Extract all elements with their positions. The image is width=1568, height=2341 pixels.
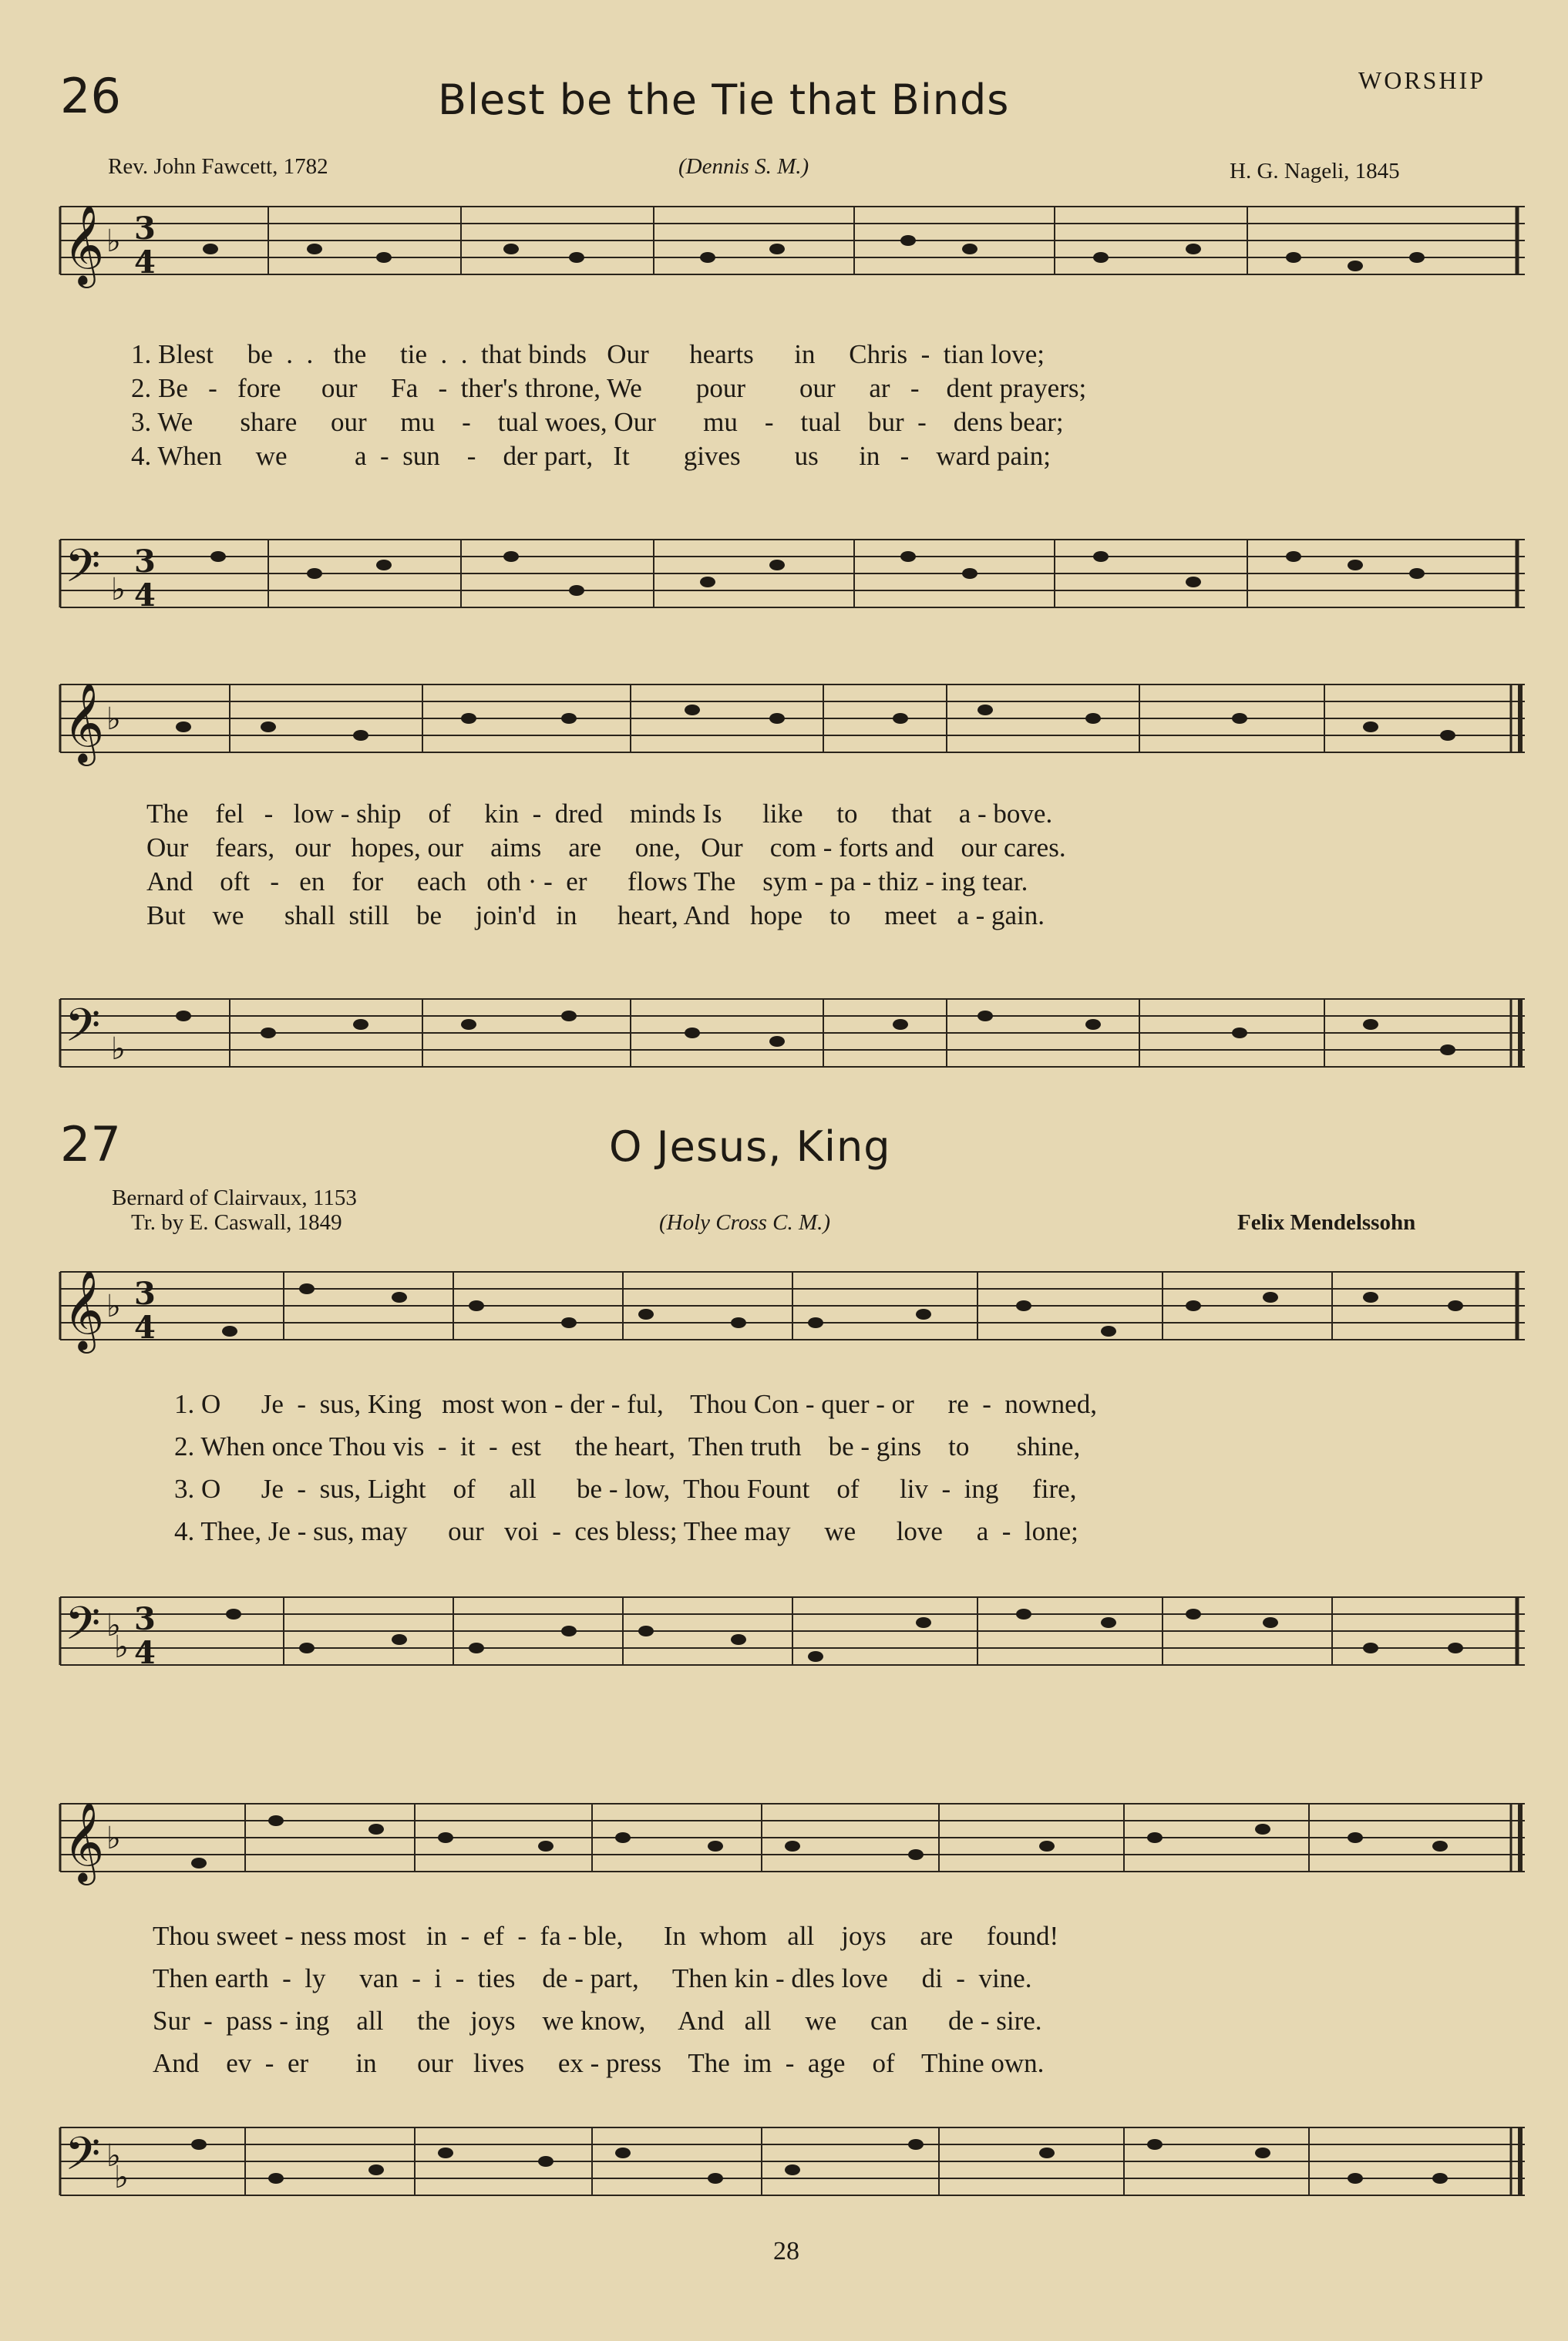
svg-text:𝄢: 𝄢 xyxy=(65,2127,101,2191)
verse-line: 4. Thee, Je - sus, may our voi - ces bless; Thee may we love a - lone; xyxy=(174,1516,1078,1546)
page-number: 28 xyxy=(773,2237,799,2265)
svg-text:4: 4 xyxy=(134,244,156,281)
svg-text:♭: ♭ xyxy=(106,1608,121,1643)
tune-name: (Dennis S. M.) xyxy=(678,154,809,179)
treble-staff xyxy=(60,1272,1525,1364)
verse-line: Sur - pass - ing all the joys we know, And all we can de - sire. xyxy=(153,2006,1042,2036)
svg-text:𝄞: 𝄞 xyxy=(63,682,105,763)
svg-text:𝄢: 𝄢 xyxy=(65,539,101,604)
bass-staff xyxy=(60,540,1525,632)
tune-name: (Holy Cross C. M.) xyxy=(659,1210,831,1235)
svg-text:𝄢: 𝄢 xyxy=(65,1596,101,1661)
hymn-title: Blest be the Tie that Binds xyxy=(438,76,1010,124)
treble-staff xyxy=(60,684,1525,777)
svg-text:♭: ♭ xyxy=(106,224,121,259)
hymn-number: 26 xyxy=(60,68,121,124)
hymn-title: O Jesus, King xyxy=(609,1122,891,1171)
svg-text:𝄢: 𝄢 xyxy=(65,998,101,1063)
svg-text:♭: ♭ xyxy=(106,2138,121,2174)
verse-line: 4. When we a - sun - der part, It gives us in - ward pain; xyxy=(131,441,1052,471)
verse-line: Thou sweet - ness most in - ef - fa - ble, In whom all joys are found! xyxy=(153,1921,1059,1951)
verse-line: 1. Blest be . . the tie . . that binds Our hearts in Chris - tian love; xyxy=(131,339,1045,369)
verse-line: Our fears, our hopes, our aims are one, Our com - forts and our cares. xyxy=(146,832,1066,863)
verse-line: 3. We share our mu - tual woes, Our mu - tual bur - dens bear; xyxy=(131,407,1064,437)
bass-staff xyxy=(60,999,1525,1091)
svg-text:♭: ♭ xyxy=(114,1630,129,1665)
svg-text:♭: ♭ xyxy=(111,1031,126,1067)
verse-line: But we shall still be join'd in heart, And hope to meet a - gain. xyxy=(146,900,1045,930)
verse-line: 3. O Je - sus, Light of all be - low, Thou Fount of liv - ing fire, xyxy=(174,1474,1077,1504)
svg-text:♭: ♭ xyxy=(114,2160,129,2195)
bass-staff xyxy=(60,2127,1525,2220)
svg-text:4: 4 xyxy=(134,1635,156,1671)
svg-text:𝄞: 𝄞 xyxy=(63,1270,105,1350)
svg-text:4: 4 xyxy=(134,1310,156,1346)
svg-text:3: 3 xyxy=(134,210,156,247)
svg-text:4: 4 xyxy=(134,577,156,614)
svg-text:3: 3 xyxy=(134,1276,156,1312)
verse-line: 2. Be - fore our Fa - ther's throne, We pour our ar - dent prayers; xyxy=(131,373,1087,403)
composer-credit: Felix Mendelssohn xyxy=(1237,1210,1416,1235)
svg-text:3: 3 xyxy=(134,543,156,580)
treble-staff xyxy=(60,1801,1525,1896)
svg-text:♭: ♭ xyxy=(106,701,121,737)
author-credit: Rev. John Fawcett, 1782 xyxy=(108,154,328,179)
svg-text:𝄞: 𝄞 xyxy=(63,1801,105,1882)
hymn-number: 27 xyxy=(60,1116,121,1172)
author-credit: Bernard of Clairvaux, 1153 xyxy=(112,1186,357,1210)
svg-text:♭: ♭ xyxy=(106,1821,121,1856)
verse-line: And oft - en for each oth · - er flows The sym - pa - thiz - ing tear. xyxy=(146,866,1028,896)
translator-credit: Tr. by E. Caswall, 1849 xyxy=(131,1210,342,1235)
svg-text:♭: ♭ xyxy=(106,1289,121,1324)
section-label: WORSHIP xyxy=(1358,66,1486,94)
verse-line: Then earth - ly van - i - ties de - part, Then kin - dles love di - vine. xyxy=(153,1963,1032,1993)
bass-staff xyxy=(60,1597,1525,1690)
svg-text:𝄞: 𝄞 xyxy=(63,204,105,285)
verse-line: And ev - er in our lives ex - press The im - age of Thine own. xyxy=(153,2048,1045,2078)
verse-line: 1. O Je - sus, King most won - der - ful, Thou Con - quer - or re - nowned, xyxy=(174,1389,1097,1419)
svg-text:3: 3 xyxy=(134,1601,156,1637)
composer-credit: H. G. Nageli, 1845 xyxy=(1230,159,1400,183)
svg-text:♭: ♭ xyxy=(111,572,126,607)
verse-line: 2. When once Thou vis - it - est the heart, Then truth be - gins to shine, xyxy=(174,1431,1081,1461)
verse-line: The fel - low - ship of kin - dred minds Is like to that a - bove. xyxy=(146,799,1053,829)
treble-staff xyxy=(60,204,1525,299)
